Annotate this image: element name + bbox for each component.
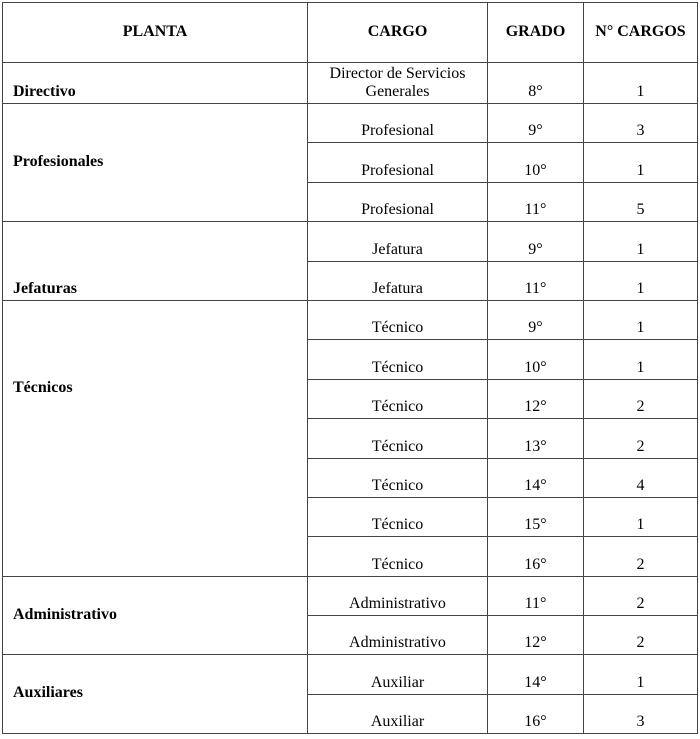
- table-row: [3, 104, 698, 143]
- table-row: [3, 576, 698, 615]
- grado-cell: 9°: [488, 104, 584, 143]
- cargo-cell: Profesional: [308, 104, 488, 143]
- header-n-cargos: N° CARGOS: [584, 3, 698, 63]
- cargo-cell: Técnico: [308, 379, 488, 418]
- grado-cell: 8°: [488, 63, 584, 104]
- grado-cell: 11°: [488, 261, 584, 300]
- table-row: [3, 63, 698, 104]
- n-cargos-cell: 1: [584, 63, 698, 104]
- n-cargos-cell: 1: [584, 497, 698, 536]
- n-cargos-cell: 1: [584, 261, 698, 300]
- table-row: [3, 222, 698, 261]
- grado-cell: 10°: [488, 143, 584, 182]
- table-row: [3, 655, 698, 694]
- grado-cell: 11°: [488, 576, 584, 615]
- grado-cell: 9°: [488, 222, 584, 261]
- grado-cell: 11°: [488, 182, 584, 221]
- grado-cell: 12°: [488, 379, 584, 418]
- header-planta: PLANTA: [3, 3, 308, 63]
- n-cargos-cell: 1: [584, 655, 698, 694]
- grado-cell: 14°: [488, 655, 584, 694]
- n-cargos-cell: 3: [584, 694, 698, 733]
- cargo-cell: Jefatura: [308, 222, 488, 261]
- cargo-cell: Técnico: [308, 300, 488, 339]
- cargo-cell: Profesional: [308, 182, 488, 221]
- planta-cell: Jefaturas: [3, 222, 308, 301]
- cargo-cell: Jefatura: [308, 261, 488, 300]
- n-cargos-cell: 4: [584, 458, 698, 497]
- planta-cell: Auxiliares: [3, 655, 308, 734]
- n-cargos-cell: 3: [584, 104, 698, 143]
- planta-cell: Directivo: [3, 63, 308, 104]
- grado-cell: 9°: [488, 300, 584, 339]
- n-cargos-cell: 1: [584, 340, 698, 379]
- planta-cell: Profesionales: [3, 104, 308, 222]
- n-cargos-cell: 2: [584, 379, 698, 418]
- grado-cell: 16°: [488, 694, 584, 733]
- n-cargos-cell: 1: [584, 300, 698, 339]
- n-cargos-cell: 1: [584, 222, 698, 261]
- grado-cell: 13°: [488, 419, 584, 458]
- cargo-cell: Técnico: [308, 419, 488, 458]
- cargo-cell: Auxiliar: [308, 694, 488, 733]
- cargo-cell: Profesional: [308, 143, 488, 182]
- planta-cell: Técnicos: [3, 300, 308, 576]
- header-cargo: CARGO: [308, 3, 488, 63]
- plantas-table: [2, 2, 698, 734]
- n-cargos-cell: 5: [584, 182, 698, 221]
- cargo-cell: Administrativo: [308, 616, 488, 655]
- n-cargos-cell: 2: [584, 616, 698, 655]
- cargo-cell: Técnico: [308, 537, 488, 576]
- planta-cell: Administrativo: [3, 576, 308, 655]
- header-grado: GRADO: [488, 3, 584, 63]
- cargo-cell: Auxiliar: [308, 655, 488, 694]
- grado-cell: 10°: [488, 340, 584, 379]
- n-cargos-cell: 1: [584, 143, 698, 182]
- grado-cell: 12°: [488, 616, 584, 655]
- header-row: [3, 3, 698, 63]
- table-row: [3, 300, 698, 339]
- n-cargos-cell: 2: [584, 576, 698, 615]
- grado-cell: 14°: [488, 458, 584, 497]
- grado-cell: 16°: [488, 537, 584, 576]
- cargo-cell: Administrativo: [308, 576, 488, 615]
- n-cargos-cell: 2: [584, 419, 698, 458]
- cargo-cell: Técnico: [308, 458, 488, 497]
- cargo-cell: Técnico: [308, 340, 488, 379]
- table-body: [3, 63, 698, 734]
- cargo-cell: Director de Servicios Generales: [308, 63, 488, 104]
- grado-cell: 15°: [488, 497, 584, 536]
- n-cargos-cell: 2: [584, 537, 698, 576]
- cargo-cell: Técnico: [308, 497, 488, 536]
